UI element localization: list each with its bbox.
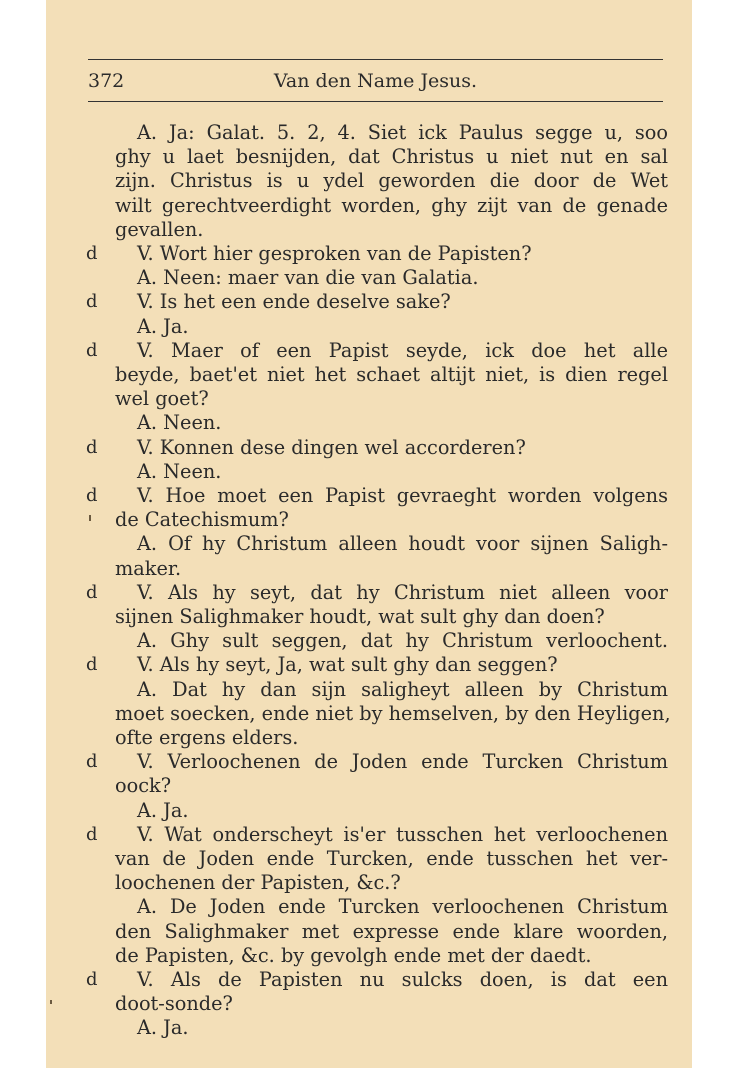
text-line: A. Ja. [137,1016,189,1039]
text-line: A. Neen. [137,411,222,434]
text-line: V. Als de Papisten nu sulcks doen, is dat een [137,968,668,991]
margin-mark: d [86,291,98,312]
margin-mark: d [86,243,98,264]
text-line: A. Dat hy dan sijn saligheyt alleen by Christum [137,678,668,701]
text-line: den Salighmaker met expresse ende klare woorden, [115,920,668,943]
text-line: gevallen. [115,218,204,241]
text-line: V. Als hy seyt, Ja, wat sult ghy dan seggen? [137,653,558,676]
text-line: A. Ja: Galat. 5. 2, 4. Siet ick Paulus segge u, soo [137,121,668,144]
text-line: V. Wat onderscheyt is'er tusschen het verloochenen [137,823,668,846]
margin-mark: d [86,437,98,458]
text-line: V. Konnen dese dingen wel accorderen? [137,436,526,459]
text-line: A. De Joden ende Turcken verloochenen Christum [137,895,668,918]
text-line: de Papisten, &c. by gevolgh ende met der daedt. [115,944,592,967]
text-line: wilt gerechtveerdight worden, ghy zijt van de genade [115,194,668,217]
text-line: beyde, baet'et niet het schaet altijt niet, is dien regel [115,363,668,386]
text-line: V. Hoe moet een Papist gevraeght worden volgens [137,484,668,507]
text-line: ghy u laet besnijden, dat Christus u niet nut en sal [115,145,668,168]
margin-mark: d [86,751,98,772]
text-line: de Catechismum? [115,508,289,531]
text-line: A. Neen: maer van die van Galatia. [137,266,479,289]
text-line: A. Neen. [137,460,222,483]
text-line: loochenen der Papisten, &c.? [115,871,401,894]
text-line: wel goet? [115,387,209,410]
running-header [88,70,663,96]
text-line: moet soecken, ende niet by hemselven, by den Heyligen, [115,702,671,725]
text-line: V. Verloochenen de Joden ende Turcken Christum [137,750,668,773]
top-rule [88,59,663,60]
text-line: van de Joden ende Turcken, ende tusschen het ver- [115,847,668,870]
margin-mark: d [86,582,98,603]
text-line: oock? [115,774,172,797]
text-line: zijn. Christus is u ydel geworden die door de Wet [115,169,668,192]
text-line: maker. [115,557,182,580]
page-number: 372 [88,70,125,92]
margin-mark: d [86,824,98,845]
text-line: V. Maer of een Papist seyde, ick doe het alle [137,339,668,362]
text-line: sijnen Salighmaker houdt, wat sult ghy dan doen? [115,605,605,628]
text-line: A. Ja. [137,799,189,822]
margin-mark: d [86,969,98,990]
ink-speck [89,515,91,521]
margin-mark: d [86,485,98,506]
text-line: doot-sonde? [115,992,233,1015]
text-line: A. Of hy Christum alleen houdt voor sijnen Saligh- [137,532,668,555]
margin-mark: d [86,340,98,361]
text-line: V. Als hy seyt, dat hy Christum niet alleen voor [137,581,668,604]
ink-speck [50,1000,52,1004]
margin-mark: d [86,654,98,675]
text-line: V. Wort hier gesproken van de Papisten? [137,242,532,265]
text-line: A. Ghy sult seggen, dat hy Christum verloochent. [137,629,668,652]
running-title: Van den Name Jesus. [273,70,478,92]
text-line: A. Ja. [137,315,189,338]
text-line: ofte ergens elders. [115,726,299,749]
text-line: V. Is het een ende deselve sake? [137,290,451,313]
header-rule [88,101,663,102]
